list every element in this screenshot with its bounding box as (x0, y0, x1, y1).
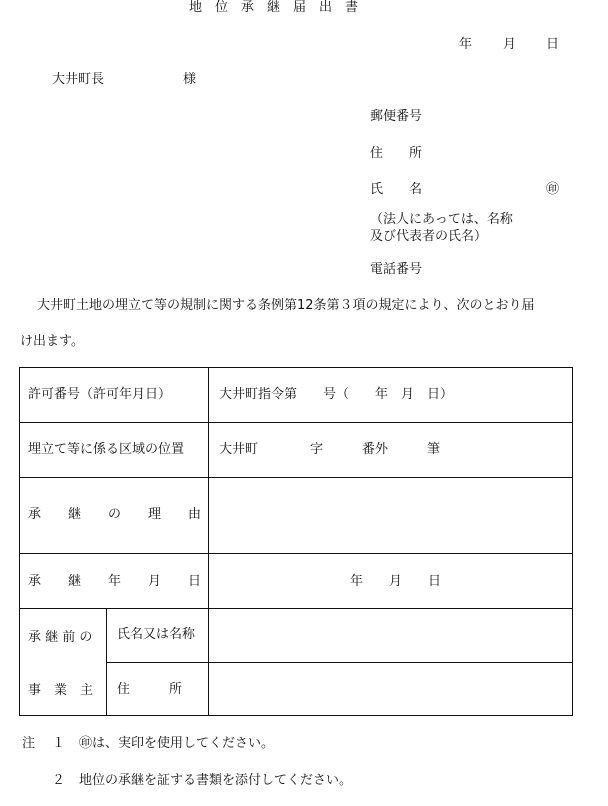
form-table (19, 367, 573, 716)
prior-address-value[interactable] (219, 682, 559, 698)
corporate-note-line1: （法人にあっては、名称 (370, 212, 513, 227)
permit-number-value: 大井町指令第 号（ 年 月 日） (219, 387, 454, 402)
corporate-note-line2: 及び代表者の氏名） (370, 229, 488, 244)
name-label: 氏 名 (370, 182, 423, 197)
succession-reason-label: 承 継 の 理 由 (28, 507, 201, 522)
note-prefix: 注 (22, 736, 36, 751)
date-year: 年 (459, 37, 473, 52)
permit-number-label: 許可番号（許可年月日） (28, 387, 172, 402)
prior-address-label: 住 所 (117, 682, 183, 697)
row-divider (20, 553, 572, 554)
row-divider (20, 477, 572, 478)
succession-date-value: 年 月 日 (350, 574, 442, 589)
note-1-number: １ (52, 736, 66, 751)
date-month: 月 (503, 37, 517, 52)
column-divider (106, 608, 107, 715)
phone-label: 電話番号 (370, 262, 423, 277)
note-1-text: ㊞は、実印を使用してください。 (79, 736, 275, 751)
prior-operator-label-line2: 事 業 主 (28, 683, 94, 698)
addressee-honorific: 様 (183, 72, 197, 87)
row-divider (20, 422, 572, 423)
date-day: 日 (546, 37, 560, 52)
column-divider (208, 368, 209, 715)
note-2-number: ２ (52, 773, 66, 788)
note-2-text: 地位の承継を証する書類を添付してください。 (79, 773, 353, 788)
body-text-line1: 大井町土地の埋立て等の規制に関する条例第12条第３項の規定により、次のとおり届 (37, 298, 535, 313)
prior-name-value[interactable] (219, 627, 559, 643)
seal-mark: ㊞ (546, 182, 560, 197)
addressee-name: 大井町長 (52, 72, 105, 87)
row-divider (106, 662, 572, 663)
address-label: 住 所 (370, 146, 423, 161)
succession-reason-value[interactable] (219, 507, 559, 523)
prior-name-label: 氏名又は名称 (117, 627, 196, 642)
row-divider (20, 608, 572, 609)
body-text-line2: け出ます。 (20, 334, 84, 349)
succession-date-label: 承 継 年 月 日 (28, 574, 201, 589)
prior-operator-label-line1: 承 継 前 の (28, 630, 93, 645)
location-label: 埋立て等に係る区域の位置 (28, 442, 185, 457)
location-value: 大井町 字 番外 筆 (219, 442, 441, 457)
document-title: 地 位 承 継 届 出 書 (189, 0, 359, 15)
postal-code-label: 郵便番号 (370, 109, 423, 124)
